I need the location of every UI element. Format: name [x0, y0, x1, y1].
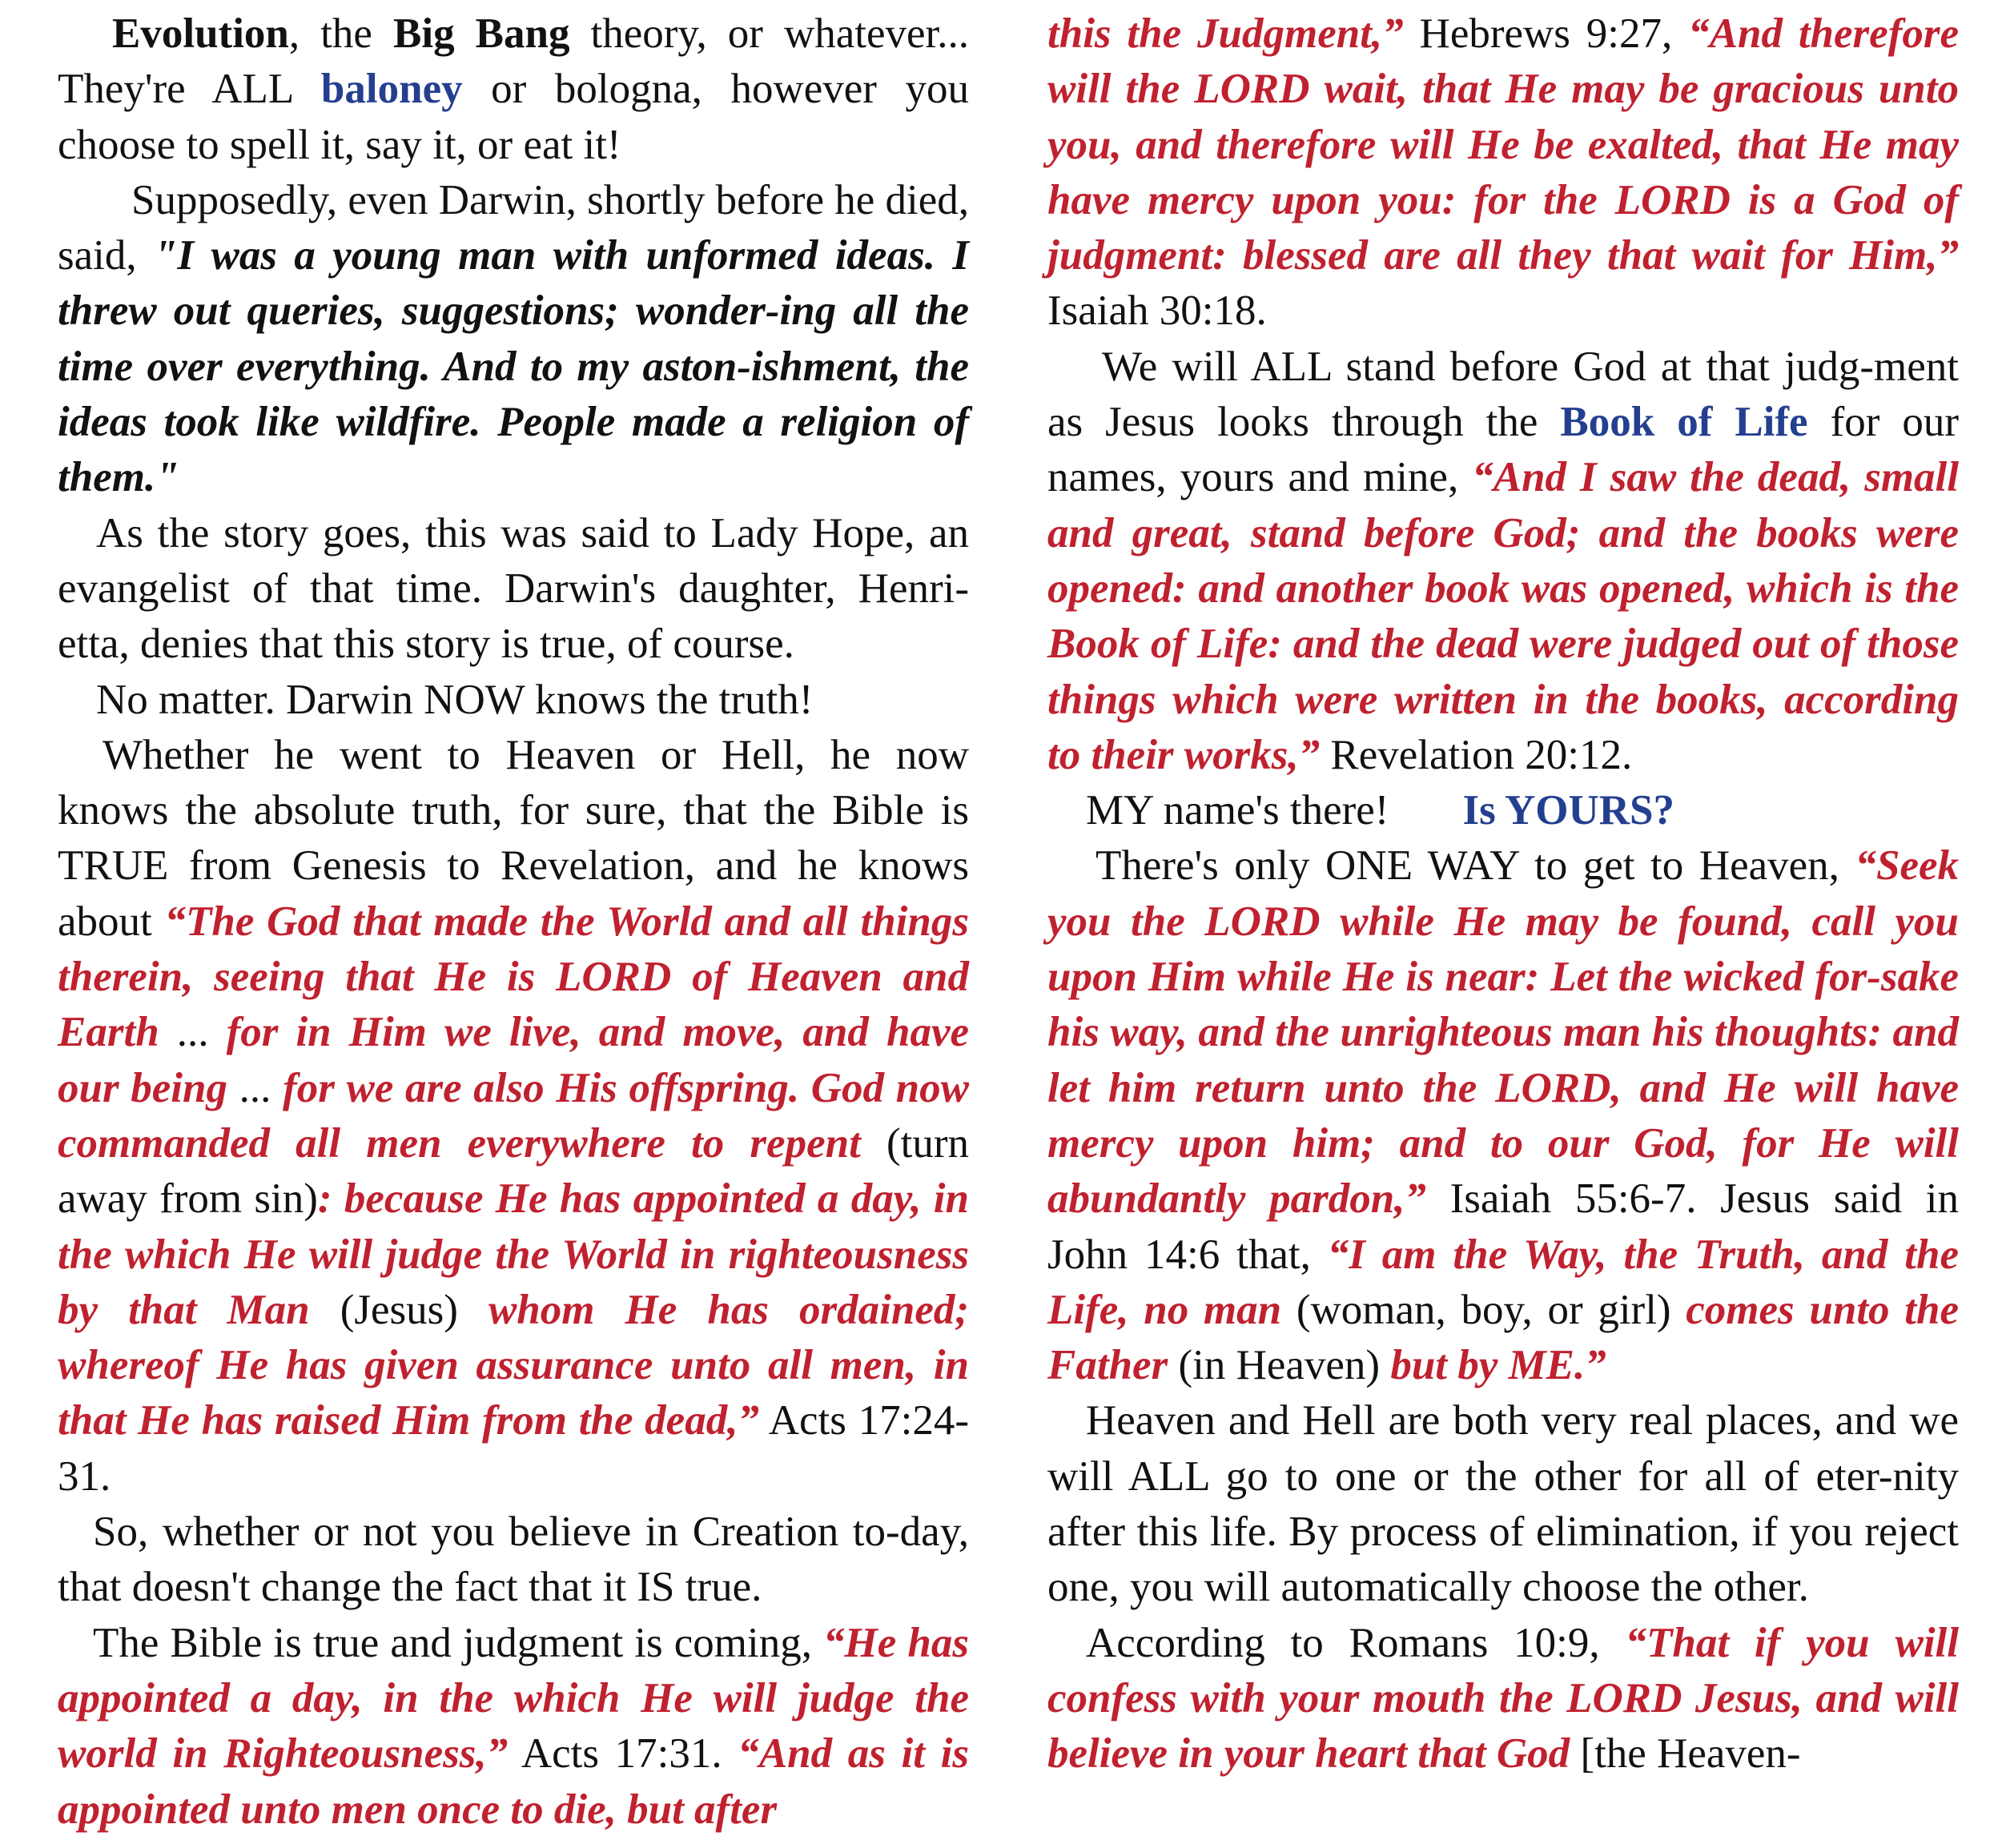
text-run: So, whether or not you believe in Creation to-day, that doesn't change the fact that it IS true. [58, 1509, 969, 1611]
paragraph-hebrews [1047, 6, 1959, 339]
scripture-reference: Revelation 20:12. [1320, 731, 1633, 778]
scripture-quote: “And I saw the dead, small and great, stand before God; and the books were opened: and another book was opened, which is the Book of Life: and the dead were judged out of those things which were written in the books, according to their works,” [1047, 454, 1959, 778]
scripture-quote: this the Judgment,” [1047, 10, 1404, 57]
text-run: We will ALL stand before God at that judg-ment as Jesus looks through the [1047, 343, 1959, 446]
text-run: for our names, yours and mine, [1047, 399, 1959, 501]
right-column [1047, 6, 1959, 1782]
text-run: (in Heaven) [1168, 1342, 1391, 1389]
text-run: (turn away from sin) [58, 1119, 969, 1223]
text-run: There's only ONE WAY to get to Heaven, [1095, 842, 1855, 890]
text-run: , the [288, 10, 393, 57]
scripture-quote: “And therefore will the LORD wait, that He may be gracious unto you, and therefore will He be exalted, that He may have mercy upon you: for the LORD is a God of judgment: blessed are all they that wait for Him,” [1047, 10, 1960, 279]
paragraph-evolution [58, 6, 969, 173]
scripture-quote: “He has appointed a day, in the which He will judge the world in Righteousness,” [58, 1619, 969, 1778]
paragraph-no-matter [58, 673, 969, 728]
paragraph-book-of-life [1047, 339, 1959, 783]
darwin-quote: "I was a young man with unformed ideas. I threw out queries, suggestions; wonder-ing all the time over everything. And to my aston-ishment, the ideas took like wildfire. People made a religion of them." [58, 232, 969, 501]
paragraph-absolute-truth [58, 728, 969, 1505]
scripture-quote: for we are also His offspring. God now commanded all men everywhere to repent [58, 1064, 969, 1167]
text-run: As the story goes, this was said to Lady Hope, an evangelist of that time. Darwin's daughter, Henri-etta, denies that this story is true, of course. [58, 509, 969, 668]
scripture-quote: : because He has appointed a day, in the which He will judge the World in righteousness by that Man [58, 1175, 969, 1333]
text-run: No matter. Darwin NOW knows the truth! [96, 676, 814, 723]
text-run: MY name's there! [1086, 787, 1389, 834]
question-is-yours: Is YOURS? [1462, 787, 1675, 834]
text-run: [the Heaven- [1570, 1730, 1801, 1778]
paragraph-romans [1047, 1616, 1959, 1782]
paragraph-lady-hope [58, 506, 969, 673]
paragraph-my-name [1047, 783, 1959, 838]
paragraph-heaven-hell [1047, 1393, 1959, 1615]
term-book-of-life: Book of Life [1560, 399, 1808, 446]
scripture-quote: “That if you will confess with your mouth the LORD Jesus, and will believe in your heart that God [1047, 1619, 1960, 1778]
scripture-quote: whom He has ordained; whereof He has given assurance unto all men, in that He has raised Him from the dead,” [58, 1286, 969, 1444]
text-run: Supposedly, even Darwin, shortly before he died, said, [58, 176, 969, 279]
scripture-quote: “The God that made the World and all things therein, seeing that He is LORD of Heaven and Earth [58, 898, 970, 1056]
text-run: theory, or whatever... They're ALL [58, 10, 969, 113]
text-run: ... [159, 1009, 227, 1056]
scripture-quote: “And as it is appointed unto men once to die, but after [58, 1730, 970, 1833]
left-column [58, 6, 969, 1838]
paragraph-one-way [1047, 838, 1959, 1393]
scripture-quote: comes unto the Father [1047, 1286, 1959, 1389]
scripture-quote: for in Him we live, and move, and have our being [58, 1009, 969, 1111]
scripture-reference: Isaiah 30:18. [1047, 287, 1267, 335]
scripture-reference: Acts 17:24-31. [58, 1397, 969, 1500]
paragraph-darwin-quote [58, 173, 969, 506]
scripture-quote: “I am the Way, the Truth, and the Life, no man [1047, 1231, 1959, 1333]
paragraph-judgment-coming [58, 1616, 969, 1838]
scripture-quote: but by ME.” [1390, 1342, 1606, 1389]
scripture-quote: “Seek you the LORD while He may be found, call you upon Him while He is near: Let the wicked for-sake his way, and the unrighteous man his thoughts: and let him return unto the LORD, and He will have mercy upon him; and to our God, for He will abundantly pardon,” [1047, 842, 1959, 1223]
text-run: (Jesus) [309, 1286, 488, 1333]
paragraph-creation [58, 1505, 969, 1616]
text-run: Whether he went to Heaven or Hell, he now knows the absolute truth, for sure, that the Bible is TRUE from Genesis to Revelation, and he knows about [58, 731, 969, 945]
scripture-reference: Isaiah 55:6-7. Jesus said in John 14:6 that, [1047, 1175, 1959, 1278]
scripture-reference: Acts 17:31. [508, 1730, 738, 1778]
term-big-bang: Big Bang [393, 10, 570, 57]
text-run: According to Romans 10:9, [1086, 1619, 1626, 1666]
scripture-reference: Hebrews 9:27, [1403, 10, 1689, 57]
text-run: The Bible is true and judgment is coming, [93, 1619, 824, 1666]
term-evolution: Evolution [112, 10, 289, 57]
text-run: Heaven and Hell are both very real places, and we will ALL go to one or the other for all of eter-nity after this life. By process of elimination, if you reject one, you will automatically choose the other. [1047, 1397, 1959, 1611]
text-run: ... [227, 1064, 283, 1111]
text-run: or bologna, however you choose to spell it, say it, or eat it! [58, 66, 969, 168]
text-run: (woman, boy, or girl) [1281, 1286, 1686, 1333]
term-baloney: baloney [320, 66, 463, 113]
